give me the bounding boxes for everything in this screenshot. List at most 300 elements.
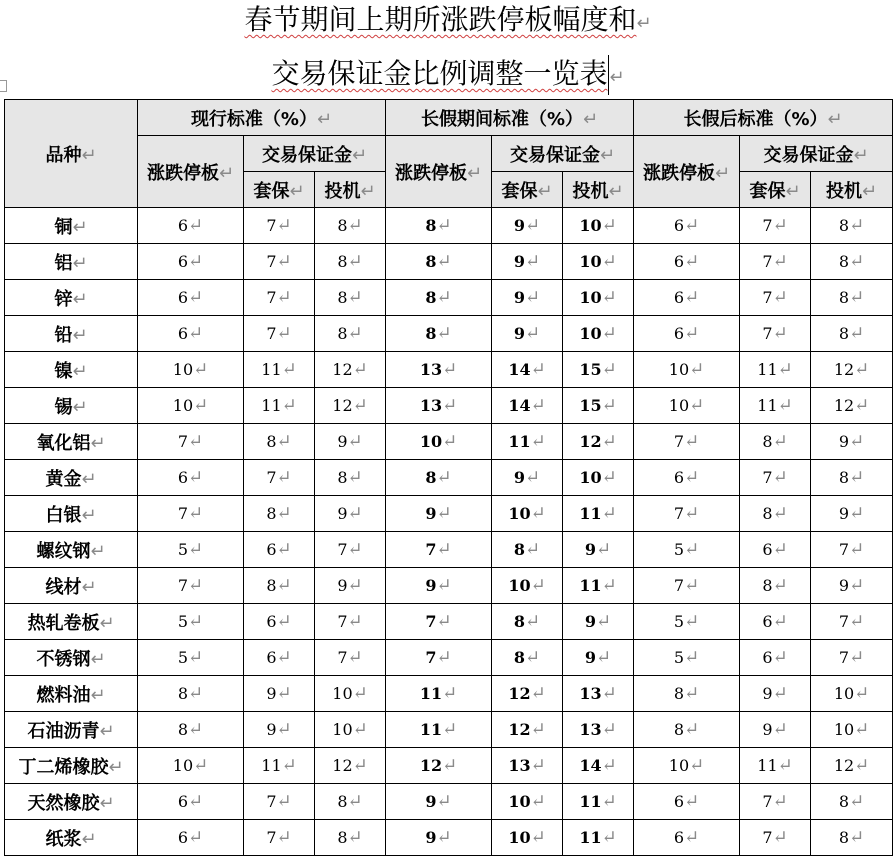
after-limit-cell-value: 10 (668, 360, 690, 379)
variety-cell (5, 244, 138, 280)
holiday-hedge-cell-value: 9 (513, 216, 526, 235)
current-spec-cell (315, 352, 386, 388)
holiday-limit-cell-value: 11 (419, 684, 443, 703)
paragraph-mark-icon: ↵ (849, 827, 865, 848)
after-limit-cell (634, 460, 740, 496)
paragraph-mark-icon: ↵ (352, 683, 368, 704)
table-row (5, 388, 893, 424)
paragraph-mark-icon: ↵ (601, 467, 617, 488)
paragraph-mark-icon: ↵ (90, 684, 106, 706)
variety-header: 品种↵ (5, 100, 138, 208)
holiday-spec-header: 投机↵ (563, 172, 634, 208)
paragraph-mark-icon: ↵ (777, 395, 793, 416)
paragraph-mark-icon: ↵ (81, 468, 97, 490)
after-spec-cell (811, 676, 893, 712)
after-limit-cell (634, 496, 740, 532)
paragraph-mark-icon: ↵ (347, 647, 363, 668)
paragraph-mark-icon: ↵ (276, 539, 292, 560)
table-anchor-icon[interactable] (0, 80, 7, 92)
holiday-spec-cell-value: 10 (579, 216, 602, 235)
variety-cell (5, 712, 138, 748)
variety-cell-value: 锌 (54, 288, 73, 310)
paragraph-mark-icon: ↵ (72, 324, 88, 346)
after-limit-cell (634, 352, 740, 388)
current-hedge-cell (244, 568, 315, 604)
after-margin-header: 交易保证金↵ (740, 136, 893, 172)
paragraph-mark-icon: ↵ (689, 755, 705, 776)
adjustment-table (4, 99, 893, 856)
holiday-limit-cell-value: 11 (419, 720, 443, 739)
holiday-hedge-cell-value: 8 (513, 648, 526, 667)
holiday-limit-cell (386, 388, 492, 424)
paragraph-mark-icon: ↵ (188, 251, 204, 272)
current-spec-cell (315, 604, 386, 640)
paragraph-mark-icon: ↵ (276, 503, 292, 524)
paragraph-mark-icon: ↵ (601, 683, 617, 704)
variety-cell-value: 铝 (54, 252, 73, 274)
paragraph-mark-icon: ↵ (347, 251, 363, 272)
holiday-hedge-cell-value: 14 (508, 360, 531, 379)
current-hedge-cell-value: 7 (266, 252, 277, 271)
after-spec-cell-value: 8 (838, 216, 850, 235)
after-hedge-cell (740, 388, 811, 424)
after-limit-cell (634, 280, 740, 316)
paragraph-mark-icon: ↵ (772, 539, 788, 560)
paragraph-mark-icon: ↵ (347, 215, 363, 236)
paragraph-mark-icon: ↵ (601, 359, 617, 380)
current-limit-cell (138, 748, 244, 784)
paragraph-mark-icon: ↵ (601, 323, 617, 344)
paragraph-mark-icon: ↵ (684, 791, 700, 812)
holiday-spec-cell-value: 11 (579, 576, 602, 595)
current-limit-cell (138, 424, 244, 460)
current-limit-cell-value: 10 (172, 756, 194, 775)
table-row (5, 820, 893, 856)
paragraph-mark-icon: ↵ (188, 287, 204, 308)
holiday-spec-cell-value: 10 (579, 252, 602, 271)
table-row (5, 604, 893, 640)
variety-cell-value: 丁二烯橡胶 (18, 756, 109, 778)
paragraph-mark-icon: ↵ (601, 755, 617, 776)
current-hedge-cell (244, 640, 315, 676)
holiday-spec-cell-value: 10 (579, 288, 602, 307)
after-limit-cell-value: 7 (673, 504, 685, 523)
paragraph-mark-icon: ↵ (636, 13, 652, 34)
current-hedge-cell-value: 11 (261, 360, 282, 379)
paragraph-mark-icon: ↵ (530, 503, 546, 524)
paragraph-mark-icon: ↵ (525, 539, 541, 560)
paragraph-mark-icon: ↵ (684, 575, 700, 596)
paragraph-mark-icon: ↵ (436, 467, 452, 488)
paragraph-mark-icon: ↵ (854, 683, 870, 704)
title-line-1 (0, 2, 896, 42)
paragraph-mark-icon: ↵ (193, 755, 209, 776)
holiday-hedge-cell (492, 496, 563, 532)
after-spec-cell-value: 12 (833, 360, 855, 379)
current-spec-header: 投机↵ (315, 172, 386, 208)
paragraph-mark-icon: ↵ (849, 323, 865, 344)
table-row (5, 676, 893, 712)
paragraph-mark-icon: ↵ (347, 827, 363, 848)
holiday-hedge-cell (492, 640, 563, 676)
paragraph-mark-icon: ↵ (601, 827, 617, 848)
current-spec-cell-value: 12 (332, 756, 353, 775)
holiday-hedge-cell (492, 712, 563, 748)
after-spec-cell (811, 748, 893, 784)
current-limit-cell-value: 6 (177, 324, 189, 343)
current-spec-cell (315, 460, 386, 496)
current-limit-cell-value: 6 (177, 828, 189, 847)
after-spec-cell-value: 8 (838, 324, 850, 343)
holiday-spec-cell-value: 14 (579, 756, 602, 775)
holiday-hedge-cell-value: 14 (508, 396, 531, 415)
paragraph-mark-icon: ↵ (525, 287, 541, 308)
paragraph-mark-icon: ↵ (72, 396, 88, 418)
table-row (5, 208, 893, 244)
after-spec-cell (811, 460, 893, 496)
table-row (5, 640, 893, 676)
paragraph-mark-icon: ↵ (772, 251, 788, 272)
paragraph-mark-icon: ↵ (276, 683, 292, 704)
paragraph-mark-icon: ↵ (188, 611, 204, 632)
variety-cell-value: 螺纹钢 (36, 540, 91, 562)
after-spec-cell-value: 8 (838, 288, 850, 307)
current-limit-cell-value: 7 (177, 432, 189, 451)
holiday-hedge-cell (492, 244, 563, 280)
after-spec-cell-value: 8 (838, 252, 850, 271)
holiday-limit-cell (386, 604, 492, 640)
after-limit-cell-value: 5 (673, 540, 685, 559)
after-limit-cell (634, 316, 740, 352)
current-limit-cell-value: 6 (177, 216, 189, 235)
current-spec-cell-value: 8 (337, 468, 348, 487)
paragraph-mark-icon: ↵ (849, 611, 865, 632)
holiday-spec-cell (563, 604, 634, 640)
current-spec-cell-value: 10 (332, 684, 353, 703)
paragraph-mark-icon: ↵ (90, 432, 106, 454)
paragraph-mark-icon: ↵ (684, 539, 700, 560)
paragraph-mark-icon: ↵ (281, 359, 297, 380)
variety-cell (5, 676, 138, 712)
variety-cell-value: 热轧卷板 (27, 612, 100, 634)
paragraph-mark-icon: ↵ (684, 251, 700, 272)
table-row (5, 352, 893, 388)
paragraph-mark-icon: ↵ (772, 827, 788, 848)
variety-cell (5, 640, 138, 676)
holiday-limit-cell (386, 532, 492, 568)
after-hedge-cell-value: 7 (762, 324, 773, 343)
after-limit-cell (634, 208, 740, 244)
paragraph-mark-icon: ↵ (276, 287, 292, 308)
current-limit-cell (138, 820, 244, 856)
current-limit-cell (138, 244, 244, 280)
current-limit-cell (138, 532, 244, 568)
current-hedge-cell-value: 6 (266, 612, 277, 631)
paragraph-mark-icon: ↵ (347, 575, 363, 596)
current-spec-cell (315, 208, 386, 244)
after-limit-cell-value: 6 (673, 252, 685, 271)
holiday-hedge-cell-value: 11 (508, 432, 531, 451)
paragraph-mark-icon: ↵ (689, 395, 705, 416)
holiday-hedge-cell-value: 9 (513, 288, 526, 307)
holiday-spec-cell (563, 352, 634, 388)
current-limit-cell (138, 640, 244, 676)
paragraph-mark-icon: ↵ (436, 791, 452, 812)
current-spec-cell (315, 388, 386, 424)
after-limit-cell-value: 6 (673, 288, 685, 307)
paragraph-mark-icon: ↵ (596, 647, 612, 668)
after-limit-cell (634, 784, 740, 820)
current-hedge-cell-value: 8 (266, 576, 277, 595)
holiday-limit-cell-value: 8 (425, 288, 437, 307)
current-hedge-cell (244, 424, 315, 460)
holiday-limit-cell (386, 280, 492, 316)
after-spec-cell (811, 604, 893, 640)
after-hedge-cell-value: 7 (762, 468, 773, 487)
after-spec-cell-value: 7 (838, 648, 850, 667)
holiday-limit-cell (386, 712, 492, 748)
table-row (5, 316, 893, 352)
paragraph-mark-icon: ↵ (772, 287, 788, 308)
paragraph-mark-icon: ↵ (525, 611, 541, 632)
after-spec-cell (811, 244, 893, 280)
current-hedge-cell-value: 7 (266, 792, 277, 811)
paragraph-mark-icon: ↵ (436, 827, 452, 848)
paragraph-mark-icon: ↵ (601, 287, 617, 308)
paragraph-mark-icon: ↵ (601, 251, 617, 272)
current-limit-cell (138, 712, 244, 748)
after-limit-cell-value: 10 (668, 396, 690, 415)
current-spec-cell (315, 784, 386, 820)
paragraph-mark-icon: ↵ (276, 647, 292, 668)
current-hedge-cell-value: 7 (266, 324, 277, 343)
paragraph-mark-icon: ↵ (193, 359, 209, 380)
after-spec-cell-value: 7 (838, 612, 850, 631)
paragraph-mark-icon: ↵ (854, 719, 870, 740)
after-hedge-cell-value: 8 (762, 576, 773, 595)
variety-cell-value: 氧化铝 (36, 432, 91, 454)
holiday-limit-cell-value: 9 (425, 504, 437, 523)
current-limit-cell-value: 7 (177, 504, 189, 523)
paragraph-mark-icon: ↵ (684, 719, 700, 740)
after-hedge-cell (740, 712, 811, 748)
after-spec-cell-value: 10 (833, 720, 855, 739)
variety-cell (5, 568, 138, 604)
title-text-2: 交易保证金比例调整一览表 (271, 57, 608, 90)
holiday-spec-cell (563, 532, 634, 568)
paragraph-mark-icon: ↵ (530, 755, 546, 776)
holiday-hedge-cell-value: 12 (508, 720, 531, 739)
current-hedge-cell (244, 316, 315, 352)
paragraph-mark-icon: ↵ (689, 359, 705, 380)
current-hedge-header: 套保↵ (244, 172, 315, 208)
current-spec-cell (315, 820, 386, 856)
paragraph-mark-icon: ↵ (72, 360, 88, 382)
paragraph-mark-icon: ↵ (601, 719, 617, 740)
current-spec-cell (315, 532, 386, 568)
current-limit-cell-value: 8 (177, 684, 189, 703)
holiday-limit-cell (386, 424, 492, 460)
paragraph-mark-icon: ↵ (188, 323, 204, 344)
current-hedge-cell-value: 8 (266, 504, 277, 523)
holiday-limit-cell (386, 208, 492, 244)
after-limit-header: 涨跌停板↵ (634, 136, 740, 208)
variety-cell-value: 铅 (54, 324, 73, 346)
after-hedge-cell-value: 8 (762, 504, 773, 523)
holiday-spec-cell-value: 15 (579, 396, 602, 415)
current-limit-cell-value: 5 (177, 612, 189, 631)
paragraph-mark-icon: ↵ (772, 611, 788, 632)
current-hedge-cell (244, 532, 315, 568)
paragraph-mark-icon: ↵ (276, 791, 292, 812)
paragraph-mark-icon: ↵ (436, 215, 452, 236)
current-limit-cell-value: 5 (177, 540, 189, 559)
current-spec-cell (315, 316, 386, 352)
holiday-spec-cell-value: 11 (579, 504, 602, 523)
after-hedge-cell (740, 352, 811, 388)
holiday-spec-cell-value: 11 (579, 792, 602, 811)
title-text-1: 春节期间上期所涨跌停板幅度和 (244, 3, 637, 36)
paragraph-mark-icon: ↵ (601, 431, 617, 452)
holiday-limit-cell-value: 10 (419, 432, 443, 451)
paragraph-mark-icon: ↵ (854, 755, 870, 776)
after-spec-header: 投机↵ (811, 172, 893, 208)
current-spec-cell-value: 9 (337, 576, 348, 595)
paragraph-mark-icon: ↵ (849, 647, 865, 668)
holiday-hedge-cell (492, 604, 563, 640)
current-spec-cell-value: 8 (337, 288, 348, 307)
after-hedge-cell-value: 6 (762, 612, 773, 631)
paragraph-mark-icon: ↵ (188, 827, 204, 848)
paragraph-mark-icon: ↵ (684, 431, 700, 452)
paragraph-mark-icon: ↵ (347, 287, 363, 308)
variety-cell-value: 黄金 (45, 468, 82, 490)
after-limit-cell (634, 388, 740, 424)
after-spec-cell (811, 784, 893, 820)
paragraph-mark-icon: ↵ (772, 719, 788, 740)
paragraph-mark-icon: ↵ (188, 791, 204, 812)
paragraph-mark-icon: ↵ (530, 395, 546, 416)
holiday-limit-cell (386, 820, 492, 856)
current-limit-cell (138, 676, 244, 712)
holiday-hedge-cell-value: 12 (508, 684, 531, 703)
holiday-spec-cell (563, 820, 634, 856)
current-limit-cell-value: 10 (172, 396, 194, 415)
after-hedge-cell (740, 244, 811, 280)
paragraph-mark-icon: ↵ (347, 791, 363, 812)
paragraph-mark-icon: ↵ (188, 719, 204, 740)
holiday-hedge-cell-value: 8 (513, 612, 526, 631)
paragraph-mark-icon: ↵ (525, 251, 541, 272)
table-row (5, 784, 893, 820)
variety-cell-value: 锡 (54, 396, 73, 418)
paragraph-mark-icon: ↵ (436, 575, 452, 596)
current-spec-cell (315, 640, 386, 676)
current-hedge-cell-value: 8 (266, 432, 277, 451)
current-limit-cell-value: 6 (177, 252, 189, 271)
paragraph-mark-icon: ↵ (525, 467, 541, 488)
paragraph-mark-icon: ↵ (530, 719, 546, 740)
after-limit-cell-value: 6 (673, 828, 685, 847)
variety-cell (5, 784, 138, 820)
holiday-spec-cell (563, 424, 634, 460)
paragraph-mark-icon: ↵ (188, 539, 204, 560)
paragraph-mark-icon: ↵ (601, 215, 617, 236)
paragraph-mark-icon: ↵ (436, 611, 452, 632)
paragraph-mark-icon: ↵ (530, 683, 546, 704)
paragraph-mark-icon: ↵ (99, 792, 115, 814)
holiday-spec-cell-value: 11 (579, 828, 602, 847)
variety-cell (5, 820, 138, 856)
variety-cell (5, 388, 138, 424)
holiday-spec-cell (563, 676, 634, 712)
current-hedge-cell-value: 7 (266, 828, 277, 847)
paragraph-mark-icon: ↵ (436, 251, 452, 272)
current-limit-cell (138, 280, 244, 316)
paragraph-mark-icon: ↵ (276, 215, 292, 236)
paragraph-mark-icon: ↵ (352, 719, 368, 740)
paragraph-mark-icon: ↵ (188, 215, 204, 236)
holiday-spec-cell-value: 13 (579, 720, 602, 739)
holiday-spec-cell-value: 12 (579, 432, 602, 451)
holiday-hedge-cell (492, 388, 563, 424)
holiday-margin-header: 交易保证金↵ (492, 136, 634, 172)
holiday-limit-cell (386, 244, 492, 280)
paragraph-mark-icon: ↵ (276, 467, 292, 488)
variety-cell-value: 镍 (54, 360, 73, 382)
holiday-limit-cell-value: 8 (425, 216, 437, 235)
current-hedge-cell (244, 460, 315, 496)
holiday-hedge-cell-value: 9 (513, 468, 526, 487)
current-spec-cell-value: 10 (332, 720, 353, 739)
current-spec-cell-value: 12 (332, 360, 353, 379)
current-limit-cell (138, 208, 244, 244)
after-spec-cell-value: 12 (833, 756, 855, 775)
paragraph-mark-icon: ↵ (530, 575, 546, 596)
paragraph-mark-icon: ↵ (530, 827, 546, 848)
after-hedge-cell-value: 7 (762, 792, 773, 811)
current-hedge-cell (244, 820, 315, 856)
variety-cell-value: 纸浆 (45, 828, 82, 850)
after-hedge-cell (740, 568, 811, 604)
current-hedge-cell-value: 7 (266, 288, 277, 307)
after-limit-cell (634, 820, 740, 856)
table-row (5, 244, 893, 280)
after-limit-cell (634, 676, 740, 712)
after-hedge-cell (740, 676, 811, 712)
paragraph-mark-icon: ↵ (81, 828, 97, 850)
paragraph-mark-icon: ↵ (188, 431, 204, 452)
paragraph-mark-icon: ↵ (601, 503, 617, 524)
paragraph-mark-icon: ↵ (849, 287, 865, 308)
holiday-hedge-header: 套保↵ (492, 172, 563, 208)
after-hedge-cell (740, 604, 811, 640)
holiday-spec-cell (563, 640, 634, 676)
current-spec-cell-value: 9 (337, 504, 348, 523)
paragraph-mark-icon: ↵ (72, 288, 88, 310)
holiday-spec-cell-value: 13 (579, 684, 602, 703)
paragraph-mark-icon: ↵ (772, 323, 788, 344)
variety-cell-value: 不锈钢 (36, 648, 91, 670)
current-spec-cell-value: 8 (337, 828, 348, 847)
holiday-hedge-cell (492, 748, 563, 784)
variety-cell (5, 316, 138, 352)
after-hedge-cell-value: 9 (762, 720, 773, 739)
paragraph-mark-icon: ↵ (777, 359, 793, 380)
after-limit-cell (634, 244, 740, 280)
after-spec-cell (811, 820, 893, 856)
after-spec-cell (811, 208, 893, 244)
